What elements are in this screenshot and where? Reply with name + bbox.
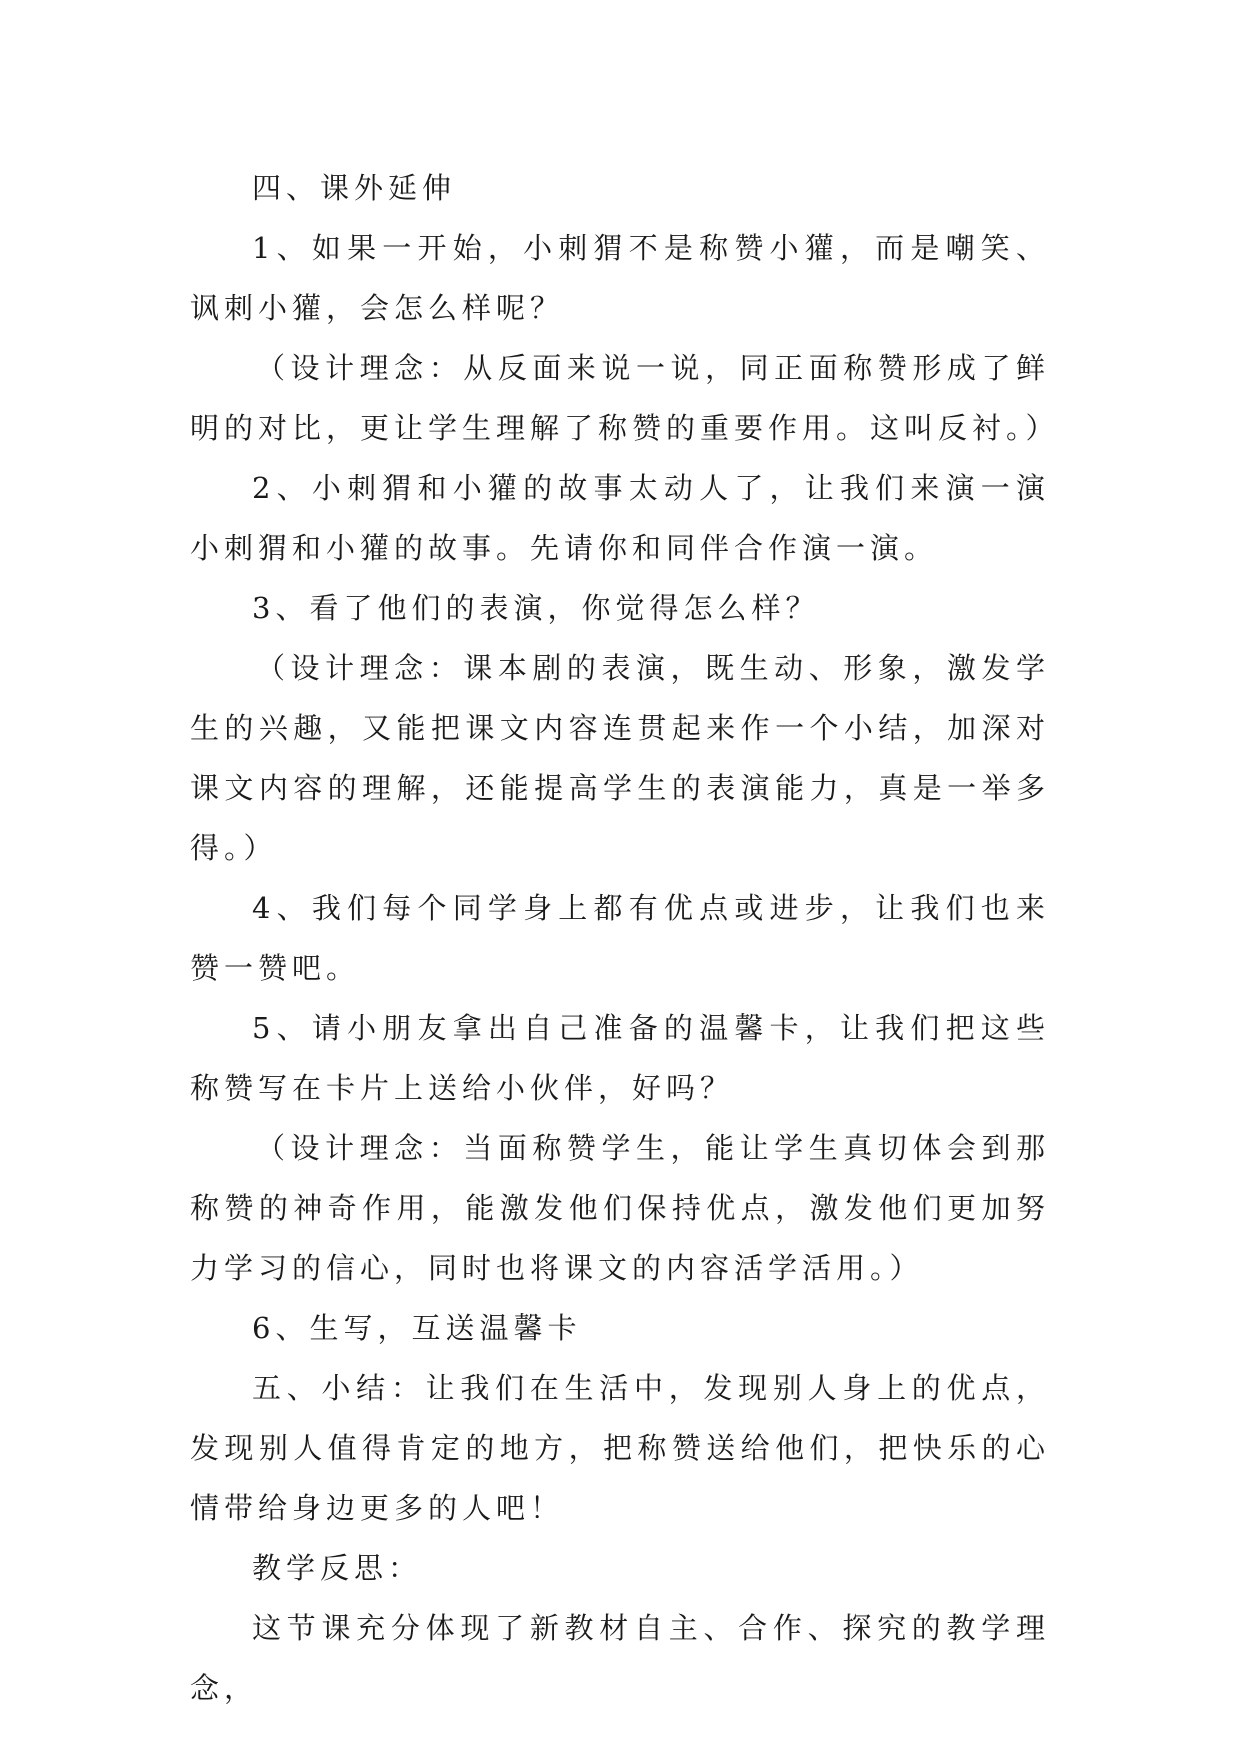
paragraph-activity-5: 5、请小朋友拿出自己准备的温馨卡，让我们把这些称赞写在卡片上送给小伙伴，好吗？	[190, 1011, 1050, 1105]
paragraph-activity-6: 6、生写，互送温馨卡	[252, 1311, 582, 1345]
section-heading-extension: 四、课外延伸	[252, 171, 457, 205]
document-page	[190, 158, 1060, 1718]
design-note-1: （设计理念：从反面来说一说，同正面称赞形成了鲜明的对比，更让学生理解了称赞的重要作用。这叫反衬。）	[190, 351, 1060, 445]
paragraph-question-1: 1、如果一开始，小刺猬不是称赞小獾，而是嘲笑、讽刺小獾，会怎么样呢？	[190, 231, 1050, 325]
design-note-3: （设计理念：当面称赞学生，能让学生真切体会到那称赞的神奇作用，能激发他们保持优点，激发他们更加努力学习的信心，同时也将课文的内容活学活用。）	[190, 1131, 1050, 1285]
paragraph-activity-2: 2、小刺猬和小獾的故事太动人了，让我们来演一演小刺猬和小獾的故事。先请你和同伴合作演一演。	[190, 471, 1050, 565]
reflection-paragraph: 这节课充分体现了新教材自主、合作、探究的教学理念，	[190, 1611, 1050, 1705]
reflection-heading: 教学反思：	[252, 1551, 423, 1585]
paragraph-activity-4: 4、我们每个同学身上都有优点或进步，让我们也来赞一赞吧。	[190, 891, 1050, 985]
paragraph-question-3: 3、看了他们的表演，你觉得怎么样？	[252, 591, 820, 625]
section-summary: 五、小结：让我们在生活中，发现别人身上的优点，发现别人值得肯定的地方，把称赞送给他们，把快乐的心情带给身边更多的人吧！	[190, 1371, 1050, 1525]
design-note-2: （设计理念：课本剧的表演，既生动、形象，激发学生的兴趣，又能把课文内容连贯起来作一个小结，加深对课文内容的理解，还能提高学生的表演能力，真是一举多得。）	[190, 651, 1050, 865]
